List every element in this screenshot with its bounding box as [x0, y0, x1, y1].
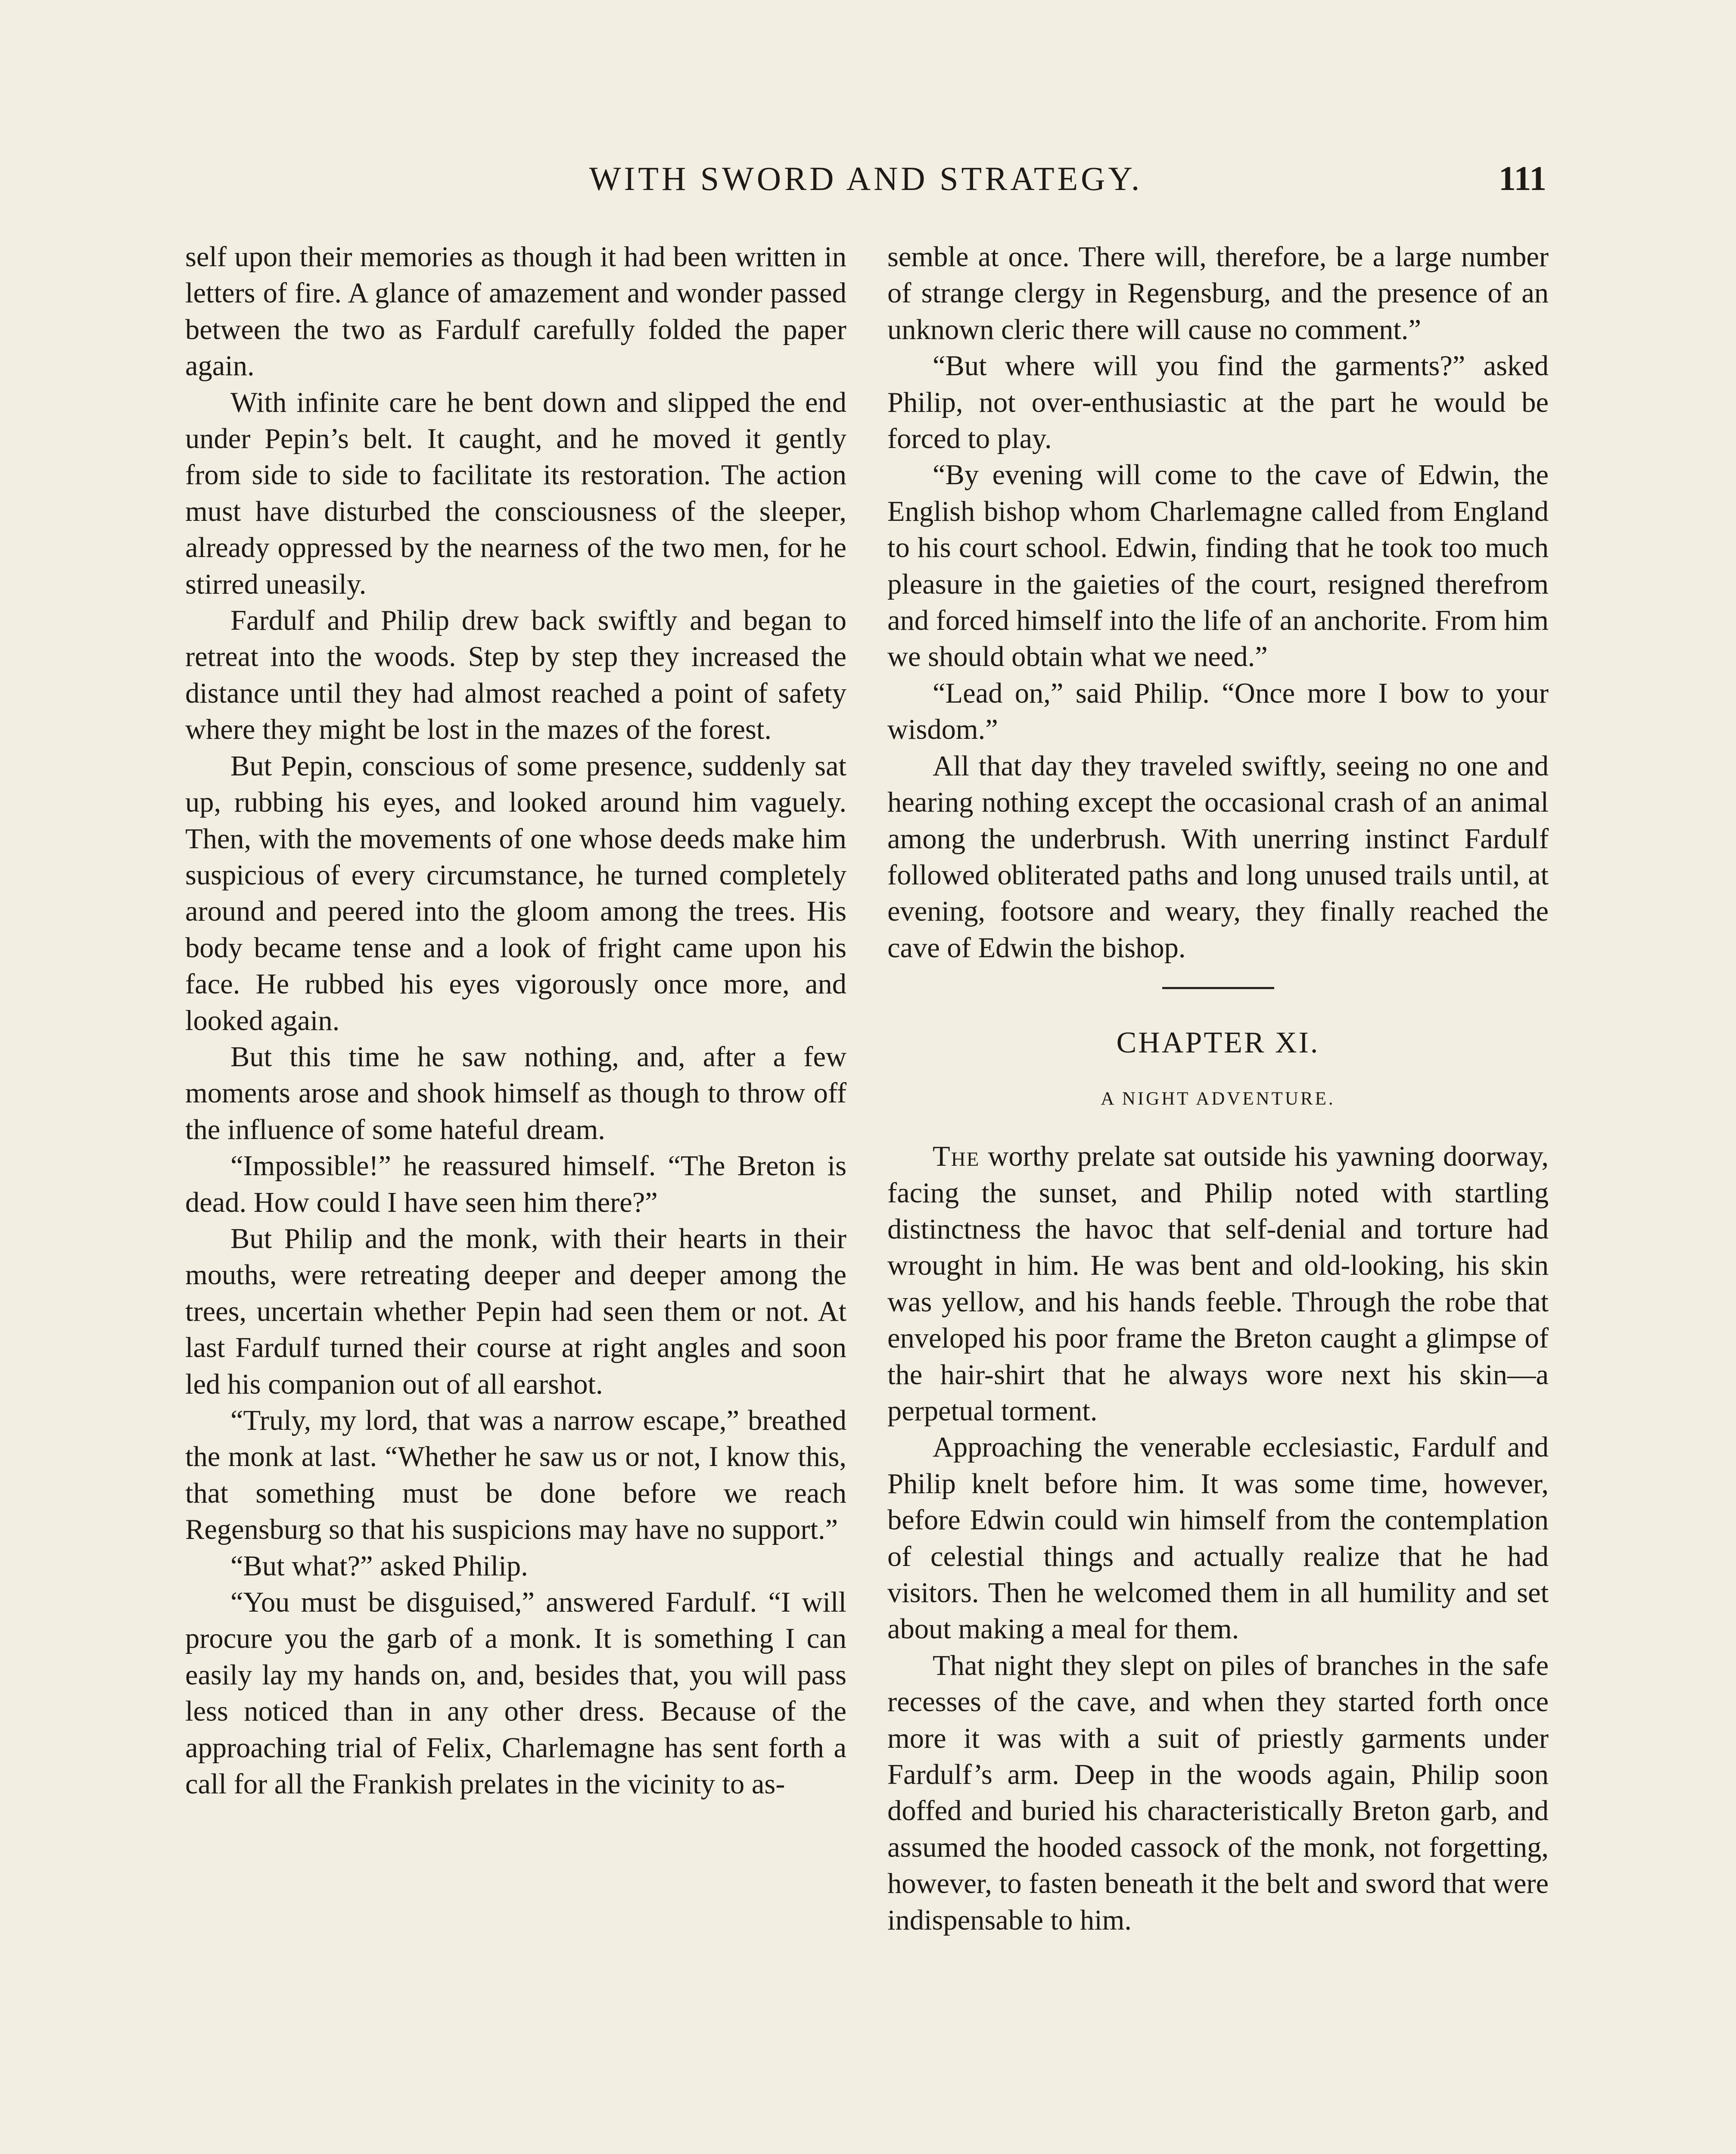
- paragraph: All that day they traveled swiftly, seeing no one and hearing nothing except the occasional crash of an animal among the underbrush. With unerring instinct Fardulf followed obliterated paths and long unused trails until, at evening, footsore and weary, they finally reached the cave of Edwin the bishop.: [887, 750, 1549, 964]
- chapter-heading: CHAPTER XI.: [1116, 1026, 1320, 1060]
- paragraph: With infinite care he bent down and slipped the end under Pepin’s belt. It caught, and he moved it gently from side to side to facilitate its restoration. The action must have disturbed the consciousness of the sleeper, already oppressed by the nearness of the two men, for he stirred uneasily.: [185, 386, 846, 600]
- running-title: WITH SWORD AND STRATEGY.: [589, 160, 1143, 197]
- page-number: 111: [1498, 160, 1546, 198]
- right-column: [887, 239, 1549, 1939]
- paragraph: [887, 1139, 1549, 1429]
- paragraph: That night they slept on piles of branches in the safe recesses of the cave, and when they started forth once more it was with a suit of priestly garments under Fardulf’s arm. Deep in the woods again, Philip soon doffed and buried his characteristically Breton garb, and assumed the hooded cassock of the monk, not forgetting, however, to fasten beneath it the belt and sword that were indispensable to him.: [887, 1650, 1549, 1936]
- paragraph: “Truly, my lord, that was a narrow escape,” breathed the monk at last. “Whether he saw us or not, I know this, that something must be done before we reach Regensburg so that his suspicions may have no support.”: [185, 1405, 846, 1546]
- paragraph: semble at once. There will, therefore, be a large number of strange clergy in Regensburg, and the presence of an unknown cleric there will cause no comment.”: [887, 241, 1549, 346]
- running-header: [185, 153, 1546, 205]
- paragraph: But Philip and the monk, with their hearts in their mouths, were retreating deeper and deeper among the trees, uncertain whether Pepin had seen them or not. At last Fardulf turned their course at right angles and soon led his companion out of all earshot.: [185, 1223, 846, 1400]
- paragraph: Fardulf and Philip drew back swiftly and began to retreat into the woods. Step by step they increased the distance until they had almost reached a point of safety where they might be lost in the mazes of the forest.: [185, 605, 846, 746]
- paragraph-text: worthy prelate sat outside his yawning doorway, facing the sunset, and Philip noted with startling distinctness the havoc that self-denial and torture had wrought in him. He was bent and old-looking, his skin was yellow, and his hands feeble. Through the robe that enveloped his poor frame the Breton caught a glimpse of the hair-shirt that he always wore next his skin—a perpetual torment.: [887, 1141, 1549, 1427]
- paragraph: But Pepin, conscious of some presence, suddenly sat up, rubbing his eyes, and looked around him vaguely. Then, with the movements of one whose deeds make him suspicious of every circumstance, he turned completely around and peered into the gloom among the trees. His body became tense and a look of fright came upon his face. He rubbed his eyes vigorously once more, and looked again.: [185, 750, 846, 1037]
- paragraph: self upon their memories as though it had been written in letters of fire. A glance of amazement and wonder passed between the two as Fardulf carefully folded the paper again.: [185, 241, 846, 382]
- paragraph: “By evening will come to the cave of Edwin, the English bishop whom Charlemagne called from England to his court school. Edwin, finding that he took too much pleasure in the gaieties of the court, resigned therefrom and forced himself into the life of an anchorite. From him we should obtain what we need.”: [887, 459, 1549, 673]
- paragraph: “But where will you find the garments?” asked Philip, not over-enthusiastic at the part he would be forced to play.: [887, 350, 1549, 455]
- left-column: [185, 239, 846, 1802]
- paragraph: “Impossible!” he reassured himself. “The Breton is dead. How could I have seen him there?”: [185, 1150, 846, 1218]
- chapter-subtitle: A NIGHT ADVENTURE.: [1101, 1089, 1335, 1109]
- paragraph: But this time he saw nothing, and, after a few moments arose and shook himself as though to throw off the influence of some hateful dream.: [185, 1041, 846, 1145]
- opening-word: The: [933, 1141, 980, 1173]
- paragraph: “Lead on,” said Philip. “Once more I bow to your wisdom.”: [887, 677, 1549, 746]
- paragraph: “But what?” asked Philip.: [230, 1550, 528, 1582]
- section-divider: [1162, 987, 1274, 989]
- paragraph: “You must be disguised,” answered Fardulf. “I will procure you the garb of a monk. It is something I can easily lay my hands on, and, besides that, you will pass less noticed than in any other dress. Because of the approaching trial of Felix, Charlemagne has sent forth a call for all the Frankish prelates in the vicinity to as-: [185, 1587, 846, 1800]
- paragraph: Approaching the venerable ecclesiastic, Fardulf and Philip knelt before him. It was some time, however, before Edwin could win himself from the contemplation of celestial things and actually realize that he had visitors. Then he welcomed them in all humility and set about making a meal for them.: [887, 1432, 1549, 1645]
